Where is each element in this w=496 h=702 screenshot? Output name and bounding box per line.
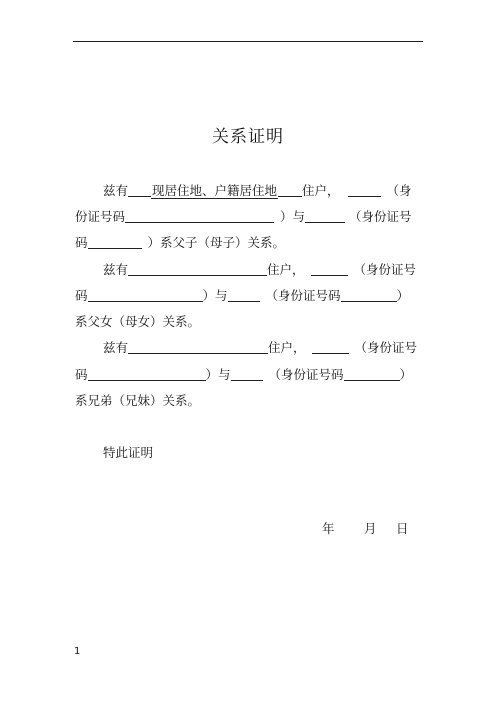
- blank-field[interactable]: [312, 340, 349, 354]
- p2-text: （身份证号: [353, 262, 417, 277]
- p3-text: 码: [75, 367, 88, 382]
- blank-field[interactable]: [231, 367, 263, 381]
- p3-line-2: [75, 367, 412, 383]
- p1-line-2: [75, 209, 412, 225]
- p1-text: 兹有: [103, 183, 129, 198]
- blank-field[interactable]: [88, 235, 142, 249]
- p3-text: （身份证号: [354, 340, 418, 355]
- blank-field[interactable]: [128, 262, 267, 276]
- blank-field[interactable]: [341, 288, 397, 302]
- date-year: 年: [322, 521, 335, 536]
- date-month: 月: [364, 521, 377, 536]
- p1-text: （身: [386, 183, 412, 198]
- blank-field[interactable]: [305, 209, 345, 223]
- blank-field[interactable]: [344, 367, 400, 381]
- document-title: 关系证明: [212, 127, 284, 147]
- blank-field[interactable]: [228, 288, 260, 302]
- p2-text: ）: [396, 288, 410, 303]
- p2-line-3: 系父女（母女）关系。: [75, 314, 201, 329]
- p3-text: 兹有: [103, 340, 129, 355]
- p2-text: ）与: [202, 288, 228, 303]
- p1-text: （身份证号: [349, 209, 412, 224]
- blank-field[interactable]: [311, 262, 348, 276]
- p2-text: 住户，: [267, 262, 305, 277]
- blank-field[interactable]: [128, 340, 268, 354]
- p2-text: （身份证号码: [265, 288, 341, 303]
- p1-text: 码: [75, 235, 88, 250]
- p1-text: ）与: [280, 209, 306, 224]
- p3-text: （身份证号码: [268, 367, 344, 382]
- blank-field[interactable]: [348, 183, 381, 197]
- p2-text: 码: [75, 288, 88, 303]
- p3-text: ）: [399, 367, 413, 382]
- p2-line-2: [75, 288, 409, 304]
- page-number: 1: [74, 646, 81, 657]
- p3-line-1: [103, 340, 417, 356]
- blank-field[interactable]: [278, 183, 302, 197]
- p1-text: ）系父子（母子）关系。: [147, 235, 286, 250]
- p1-text: 住户，: [302, 183, 340, 198]
- blank-field[interactable]: [88, 288, 203, 302]
- p3-text: ）与: [205, 367, 231, 382]
- blank-field[interactable]: [88, 367, 206, 381]
- date-day: 日: [396, 521, 409, 536]
- blank-field[interactable]: [128, 183, 151, 197]
- p1-line-3: [75, 235, 285, 251]
- closing-statement: 特此证明: [103, 445, 154, 460]
- p2-line-1: [103, 262, 416, 278]
- p1-residence-filled: 现居住地、户籍居住地: [152, 183, 278, 198]
- p3-line-3: 系兄弟（兄妹）关系。: [75, 393, 201, 408]
- p2-text: 兹有: [103, 262, 129, 277]
- blank-field[interactable]: [125, 209, 274, 223]
- p1-text: 份证号码: [75, 209, 126, 224]
- header-rule: [73, 41, 423, 42]
- p3-text: 住户，: [268, 340, 306, 355]
- p1-line-1: [103, 183, 412, 199]
